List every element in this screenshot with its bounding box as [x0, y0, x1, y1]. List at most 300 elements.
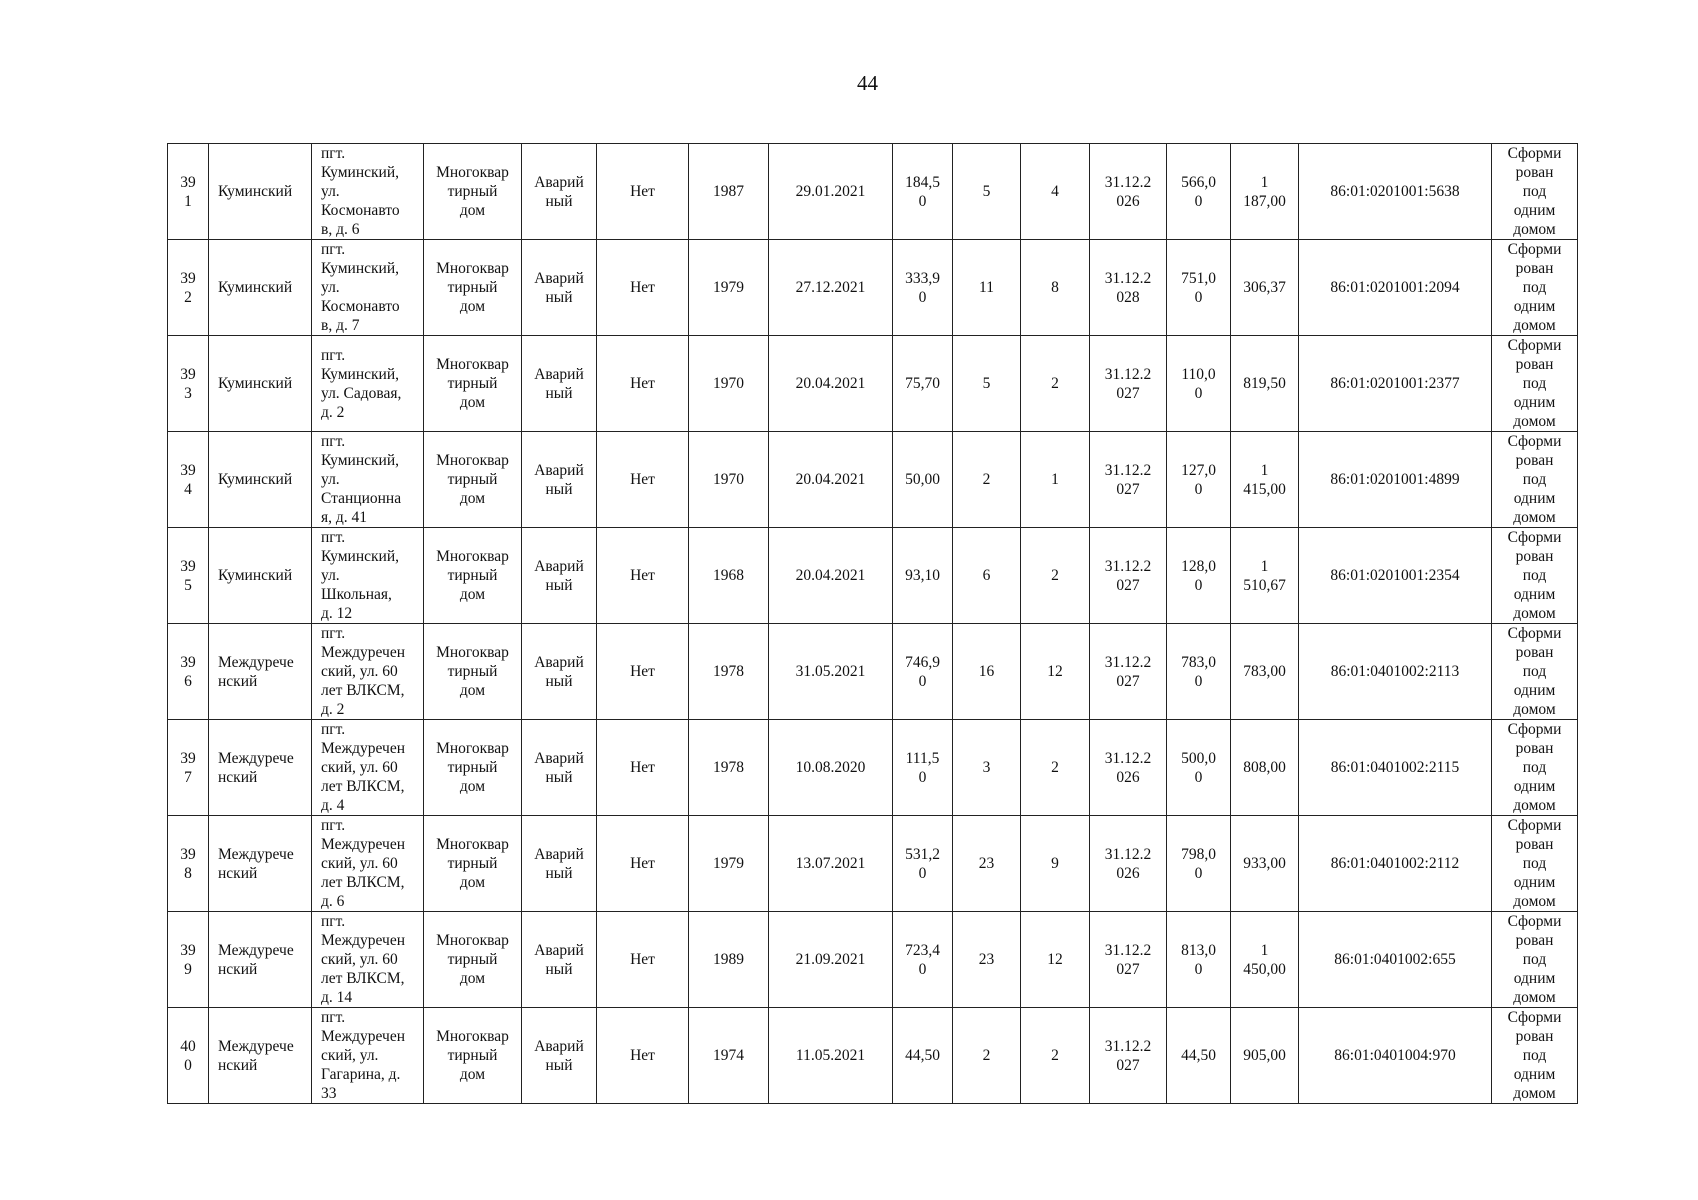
year-cell-text: 1989	[713, 951, 744, 968]
area-cell-text: 813,0 0	[1181, 941, 1216, 978]
count-cell-text: 3	[982, 759, 991, 776]
area-cell	[1167, 720, 1231, 816]
flag-cell	[597, 720, 689, 816]
area-cell	[1167, 528, 1231, 624]
area-cell-text: 75,70	[905, 375, 940, 392]
address-cell-text: пгт. Междуречен ский, ул. 60 лет ВЛКСМ, д. 4	[321, 721, 406, 814]
address-cell	[312, 1008, 424, 1104]
row-number-cell-text: 40 0	[180, 1037, 196, 1074]
address-cell	[312, 240, 424, 336]
building-type-cell-text: Многоквар тирный дом	[436, 548, 509, 603]
area-cell	[893, 816, 953, 912]
municipality-cell-text: Куминский	[218, 183, 293, 200]
date-cell	[769, 432, 893, 528]
note-cell	[1492, 144, 1578, 240]
count-cell-text: 2	[1051, 375, 1059, 392]
building-type-cell	[424, 624, 522, 720]
area-cell-text: 933,00	[1243, 855, 1286, 872]
deadline-cell	[1090, 336, 1167, 432]
cadastral-number-cell	[1299, 528, 1492, 624]
date-cell-text: 20.04.2021	[795, 567, 866, 584]
area-cell	[893, 336, 953, 432]
condition-status-cell-text: Аварий ный	[534, 557, 584, 594]
cadastral-number-cell-text: 86:01:0401002:655	[1334, 951, 1456, 968]
address-cell-text: пгт. Междуречен ский, ул. 60 лет ВЛКСМ, д. 14	[321, 913, 406, 1006]
note-cell	[1492, 528, 1578, 624]
area-cell	[893, 1008, 953, 1104]
address-cell	[312, 528, 424, 624]
condition-status-cell-text: Аварий ный	[534, 461, 584, 498]
area-cell	[1167, 912, 1231, 1008]
municipality-cell	[209, 816, 312, 912]
area-cell	[893, 624, 953, 720]
area-cell-text: 44,50	[1181, 1047, 1216, 1064]
row-number-cell-text: 39 8	[180, 845, 196, 882]
area-cell	[1231, 912, 1299, 1008]
address-cell-text: пгт. Куминский, ул. Садовая, д. 2	[321, 346, 402, 421]
year-cell	[689, 624, 769, 720]
year-cell	[689, 528, 769, 624]
area-cell	[1231, 1008, 1299, 1104]
year-cell-text: 1970	[713, 471, 744, 488]
row-number-cell	[168, 144, 209, 240]
condition-status-cell	[522, 144, 597, 240]
area-cell	[1167, 432, 1231, 528]
note-cell	[1492, 432, 1578, 528]
building-type-cell-text: Многоквар тирный дом	[436, 644, 509, 699]
area-cell-text: 333,9 0	[905, 269, 940, 306]
area-cell-text: 110,0 0	[1181, 365, 1216, 402]
date-cell	[769, 1008, 893, 1104]
cadastral-number-cell-text: 86:01:0201001:5638	[1330, 183, 1460, 200]
deadline-cell-text: 31.12.2 028	[1104, 269, 1152, 306]
row-number-cell-text: 39 1	[180, 173, 196, 210]
note-cell	[1492, 1008, 1578, 1104]
date-cell	[769, 528, 893, 624]
note-cell-text: Сформи рован под одним домом	[1507, 817, 1562, 910]
flag-cell	[597, 336, 689, 432]
municipality-cell	[209, 912, 312, 1008]
address-cell-text: пгт. Куминский, ул. Школьная, д. 12	[321, 529, 399, 622]
address-cell-text: пгт. Куминский, ул. Станционна я, д. 41	[321, 433, 402, 526]
date-cell	[769, 912, 893, 1008]
count-cell	[1021, 912, 1090, 1008]
municipality-cell-text: Междурече нский	[218, 653, 294, 690]
building-type-cell-text: Многоквар тирный дом	[436, 452, 509, 507]
building-type-cell	[424, 1008, 522, 1104]
row-number-cell	[168, 624, 209, 720]
count-cell	[1021, 144, 1090, 240]
flag-cell	[597, 816, 689, 912]
count-cell	[1021, 240, 1090, 336]
condition-status-cell	[522, 240, 597, 336]
count-cell-text: 2	[1051, 1047, 1059, 1064]
row-number-cell	[168, 432, 209, 528]
count-cell	[1021, 336, 1090, 432]
note-cell-text: Сформи рован под одним домом	[1507, 721, 1562, 814]
note-cell	[1492, 720, 1578, 816]
municipality-cell	[209, 528, 312, 624]
condition-status-cell	[522, 432, 597, 528]
count-cell-text: 11	[979, 279, 994, 296]
building-type-cell-text: Многоквар тирный дом	[436, 356, 509, 411]
address-cell-text: пгт. Междуречен ский, ул. 60 лет ВЛКСМ, д. 6	[321, 817, 406, 910]
condition-status-cell	[522, 1008, 597, 1104]
cadastral-number-cell	[1299, 144, 1492, 240]
table-row	[168, 336, 1578, 432]
year-cell	[689, 720, 769, 816]
condition-status-cell	[522, 336, 597, 432]
municipality-cell	[209, 432, 312, 528]
flag-cell	[597, 144, 689, 240]
row-number-cell	[168, 720, 209, 816]
address-cell	[312, 336, 424, 432]
building-type-cell-text: Многоквар тирный дом	[436, 260, 509, 315]
cadastral-number-cell-text: 86:01:0201001:2354	[1330, 567, 1460, 584]
table-row	[168, 528, 1578, 624]
count-cell-text: 8	[1051, 279, 1059, 296]
address-cell-text: пгт. Куминский, ул. Космонавто в, д. 6	[321, 145, 400, 238]
address-cell-text: пгт. Куминский, ул. Космонавто в, д. 7	[321, 241, 400, 334]
condition-status-cell	[522, 912, 597, 1008]
area-cell	[1167, 240, 1231, 336]
area-cell-text: 184,5 0	[905, 173, 940, 210]
area-cell-text: 566,0 0	[1181, 173, 1216, 210]
count-cell-text: 1	[1051, 471, 1059, 488]
cadastral-number-cell	[1299, 1008, 1492, 1104]
flag-cell	[597, 240, 689, 336]
year-cell-text: 1979	[713, 279, 744, 296]
area-cell-text: 1 187,00	[1243, 173, 1286, 210]
area-cell-text: 500,0 0	[1181, 749, 1216, 786]
year-cell	[689, 912, 769, 1008]
area-cell-text: 783,00	[1243, 663, 1286, 680]
count-cell-text: 2	[1051, 567, 1059, 584]
area-cell	[1167, 1008, 1231, 1104]
condition-status-cell-text: Аварий ный	[534, 941, 584, 978]
count-cell	[1021, 528, 1090, 624]
area-cell	[1167, 144, 1231, 240]
deadline-cell-text: 31.12.2 026	[1104, 749, 1152, 786]
count-cell	[953, 528, 1021, 624]
cadastral-number-cell	[1299, 336, 1492, 432]
note-cell-text: Сформи рован под одним домом	[1507, 913, 1562, 1006]
cadastral-number-cell	[1299, 720, 1492, 816]
count-cell-text: 5	[982, 183, 991, 200]
housing-registry-table	[167, 143, 1578, 1104]
area-cell-text: 111,5 0	[905, 749, 940, 786]
row-number-cell	[168, 336, 209, 432]
condition-status-cell-text: Аварий ный	[534, 1037, 584, 1074]
year-cell	[689, 240, 769, 336]
area-cell	[1231, 528, 1299, 624]
cadastral-number-cell	[1299, 624, 1492, 720]
area-cell	[893, 240, 953, 336]
count-cell	[953, 144, 1021, 240]
count-cell	[953, 1008, 1021, 1104]
row-number-cell-text: 39 5	[180, 557, 196, 594]
cadastral-number-cell-text: 86:01:0201001:2094	[1330, 279, 1460, 296]
date-cell-text: 20.04.2021	[795, 471, 866, 488]
deadline-cell-text: 31.12.2 027	[1104, 941, 1152, 978]
count-cell-text: 23	[978, 951, 995, 968]
year-cell	[689, 336, 769, 432]
date-cell-text: 10.08.2020	[795, 759, 866, 776]
municipality-cell-text: Куминский	[218, 471, 293, 488]
condition-status-cell	[522, 624, 597, 720]
building-type-cell	[424, 336, 522, 432]
municipality-cell-text: Междурече нский	[218, 1037, 294, 1074]
address-cell	[312, 912, 424, 1008]
municipality-cell	[209, 336, 312, 432]
flag-cell	[597, 1008, 689, 1104]
area-cell-text: 905,00	[1243, 1047, 1286, 1064]
condition-status-cell-text: Аварий ный	[534, 173, 584, 210]
date-cell-text: 13.07.2021	[795, 855, 866, 872]
municipality-cell	[209, 240, 312, 336]
cadastral-number-cell	[1299, 240, 1492, 336]
area-cell	[1231, 336, 1299, 432]
area-cell-text: 751,0 0	[1181, 269, 1216, 306]
table-row	[168, 144, 1578, 240]
note-cell	[1492, 336, 1578, 432]
flag-cell-text: Нет	[630, 567, 655, 584]
count-cell	[1021, 1008, 1090, 1104]
flag-cell-text: Нет	[630, 663, 655, 680]
count-cell	[953, 432, 1021, 528]
municipality-cell	[209, 1008, 312, 1104]
deadline-cell-text: 31.12.2 026	[1104, 173, 1152, 210]
note-cell-text: Сформи рован под одним домом	[1507, 337, 1562, 430]
table-row	[168, 432, 1578, 528]
municipality-cell-text: Междурече нский	[218, 845, 294, 882]
row-number-cell-text: 39 7	[180, 749, 196, 786]
address-cell	[312, 816, 424, 912]
municipality-cell	[209, 720, 312, 816]
address-cell	[312, 432, 424, 528]
deadline-cell	[1090, 720, 1167, 816]
area-cell	[1167, 816, 1231, 912]
row-number-cell	[168, 528, 209, 624]
area-cell	[893, 432, 953, 528]
year-cell-text: 1979	[713, 855, 744, 872]
area-cell	[1231, 720, 1299, 816]
deadline-cell	[1090, 816, 1167, 912]
row-number-cell-text: 39 3	[180, 365, 196, 402]
deadline-cell-text: 31.12.2 027	[1104, 557, 1152, 594]
count-cell-text: 12	[1047, 951, 1063, 968]
deadline-cell	[1090, 144, 1167, 240]
area-cell	[1167, 624, 1231, 720]
building-type-cell	[424, 240, 522, 336]
page-number: 44	[857, 71, 878, 95]
row-number-cell-text: 39 4	[180, 461, 196, 498]
deadline-cell	[1090, 240, 1167, 336]
note-cell-text: Сформи рован под одним домом	[1507, 145, 1562, 238]
flag-cell-text: Нет	[630, 279, 655, 296]
note-cell	[1492, 624, 1578, 720]
count-cell-text: 5	[982, 375, 991, 392]
row-number-cell-text: 39 9	[180, 941, 196, 978]
area-cell-text: 723,4 0	[905, 941, 940, 978]
date-cell	[769, 816, 893, 912]
area-cell	[1167, 336, 1231, 432]
area-cell	[1231, 240, 1299, 336]
deadline-cell	[1090, 528, 1167, 624]
count-cell	[1021, 816, 1090, 912]
cadastral-number-cell-text: 86:01:0401004:970	[1334, 1047, 1456, 1064]
area-cell-text: 783,0 0	[1181, 653, 1216, 690]
flag-cell	[597, 528, 689, 624]
note-cell-text: Сформи рован под одним домом	[1507, 625, 1562, 718]
area-cell-text: 93,10	[905, 567, 940, 584]
building-type-cell	[424, 720, 522, 816]
row-number-cell-text: 39 2	[180, 269, 196, 306]
row-number-cell	[168, 1008, 209, 1104]
municipality-cell	[209, 144, 312, 240]
row-number-cell	[168, 240, 209, 336]
flag-cell-text: Нет	[630, 375, 655, 392]
area-cell-text: 127,0 0	[1181, 461, 1216, 498]
table-row	[168, 624, 1578, 720]
date-cell	[769, 720, 893, 816]
deadline-cell-text: 31.12.2 027	[1104, 1037, 1152, 1074]
table-row	[168, 1008, 1578, 1104]
cadastral-number-cell	[1299, 816, 1492, 912]
flag-cell	[597, 624, 689, 720]
area-cell-text: 798,0 0	[1181, 845, 1216, 882]
note-cell	[1492, 240, 1578, 336]
table-row	[168, 240, 1578, 336]
municipality-cell-text: Куминский	[218, 279, 293, 296]
table-row	[168, 720, 1578, 816]
date-cell	[769, 144, 893, 240]
area-cell-text: 819,50	[1243, 375, 1286, 392]
municipality-cell-text: Междурече нский	[218, 941, 294, 978]
condition-status-cell	[522, 720, 597, 816]
flag-cell-text: Нет	[630, 1047, 655, 1064]
building-type-cell-text: Многоквар тирный дом	[436, 932, 509, 987]
year-cell	[689, 1008, 769, 1104]
row-number-cell	[168, 816, 209, 912]
row-number-cell-text: 39 6	[180, 653, 196, 690]
date-cell-text: 29.01.2021	[795, 183, 866, 200]
date-cell	[769, 336, 893, 432]
date-cell	[769, 624, 893, 720]
year-cell-text: 1970	[713, 375, 744, 392]
condition-status-cell-text: Аварий ный	[534, 845, 584, 882]
count-cell	[953, 720, 1021, 816]
count-cell	[953, 624, 1021, 720]
date-cell-text: 11.05.2021	[795, 1047, 866, 1064]
condition-status-cell	[522, 816, 597, 912]
deadline-cell	[1090, 432, 1167, 528]
cadastral-number-cell-text: 86:01:0201001:4899	[1330, 471, 1460, 488]
building-type-cell-text: Многоквар тирный дом	[436, 1028, 509, 1083]
count-cell	[1021, 432, 1090, 528]
area-cell-text: 128,0 0	[1181, 557, 1216, 594]
building-type-cell	[424, 528, 522, 624]
building-type-cell-text: Многоквар тирный дом	[436, 740, 509, 795]
area-cell	[893, 144, 953, 240]
cadastral-number-cell	[1299, 432, 1492, 528]
flag-cell	[597, 912, 689, 1008]
deadline-cell-text: 31.12.2 027	[1104, 365, 1152, 402]
area-cell-text: 746,9 0	[905, 653, 940, 690]
area-cell-text: 808,00	[1243, 759, 1286, 776]
row-number-cell	[168, 912, 209, 1008]
cadastral-number-cell-text: 86:01:0401002:2113	[1330, 663, 1460, 680]
cadastral-number-cell-text: 86:01:0401002:2112	[1330, 855, 1460, 872]
municipality-cell-text: Куминский	[218, 375, 293, 392]
year-cell-text: 1968	[713, 567, 744, 584]
condition-status-cell-text: Аварий ный	[534, 653, 584, 690]
area-cell	[1231, 432, 1299, 528]
municipality-cell-text: Куминский	[218, 567, 293, 584]
flag-cell-text: Нет	[630, 759, 655, 776]
date-cell-text: 27.12.2021	[795, 279, 866, 296]
condition-status-cell-text: Аварий ный	[534, 269, 584, 306]
area-cell-text: 531,2 0	[905, 845, 940, 882]
note-cell-text: Сформи рован под одним домом	[1507, 529, 1562, 622]
count-cell	[1021, 720, 1090, 816]
table-row	[168, 912, 1578, 1008]
area-cell	[1231, 816, 1299, 912]
area-cell-text: 306,37	[1243, 279, 1286, 296]
building-type-cell	[424, 432, 522, 528]
note-cell	[1492, 816, 1578, 912]
count-cell	[953, 336, 1021, 432]
deadline-cell	[1090, 912, 1167, 1008]
cadastral-number-cell-text: 86:01:0201001:2377	[1330, 375, 1460, 392]
municipality-cell-text: Междурече нский	[218, 749, 294, 786]
address-cell-text: пгт. Междуречен ский, ул. 60 лет ВЛКСМ, д. 2	[321, 625, 406, 718]
flag-cell-text: Нет	[630, 183, 655, 200]
date-cell	[769, 240, 893, 336]
table-row	[168, 816, 1578, 912]
year-cell-text: 1987	[713, 183, 744, 200]
area-cell	[893, 720, 953, 816]
count-cell-text: 4	[1051, 183, 1059, 200]
flag-cell-text: Нет	[630, 855, 655, 872]
date-cell-text: 31.05.2021	[795, 663, 866, 680]
count-cell-text: 2	[982, 471, 991, 488]
year-cell-text: 1978	[713, 663, 744, 680]
count-cell-text: 12	[1047, 663, 1063, 680]
count-cell	[953, 240, 1021, 336]
area-cell-text: 1 415,00	[1243, 461, 1286, 498]
date-cell-text: 20.04.2021	[795, 375, 866, 392]
count-cell-text: 9	[1051, 855, 1059, 872]
year-cell	[689, 816, 769, 912]
count-cell-text: 16	[978, 663, 995, 680]
note-cell-text: Сформи рован под одним домом	[1507, 433, 1562, 526]
building-type-cell-text: Многоквар тирный дом	[436, 164, 509, 219]
address-cell-text: пгт. Междуречен ский, ул. Гагарина, д. 33	[321, 1009, 406, 1102]
table-body	[168, 144, 1578, 1104]
area-cell-text: 1 510,67	[1243, 557, 1286, 594]
area-cell-text: 44,50	[905, 1047, 940, 1064]
count-cell-text: 23	[978, 855, 995, 872]
note-cell-text: Сформи рован под одним домом	[1507, 1009, 1562, 1102]
condition-status-cell-text: Аварий ный	[534, 749, 584, 786]
deadline-cell-text: 31.12.2 027	[1104, 461, 1152, 498]
cadastral-number-cell-text: 86:01:0401002:2115	[1330, 759, 1460, 776]
note-cell-text: Сформи рован под одним домом	[1507, 241, 1562, 334]
area-cell	[893, 528, 953, 624]
municipality-cell	[209, 624, 312, 720]
flag-cell-text: Нет	[630, 951, 655, 968]
